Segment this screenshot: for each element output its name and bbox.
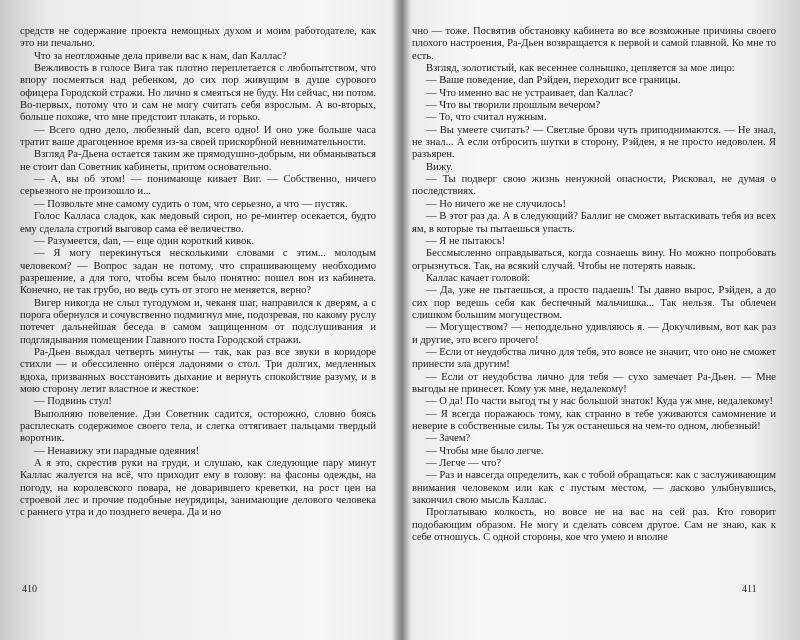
paragraph: Выполняю повеление. Дэн Советник садится, осторожно, словно боясь расплескать содержимое своего тела, и слегка оттягивает пальцами твердый воротник.: [20, 408, 376, 445]
paragraph: — Ненавижу эти парадные одеяния!: [34, 445, 199, 457]
paragraph: Что за неотложные дела привели вас к нам, dan Каллас?: [34, 50, 287, 62]
paragraph: — То, что считал нужным.: [426, 112, 547, 124]
paragraph: — О да! По части выгод ты у нас большой знаток! Куда уж мне, недалекому!: [426, 396, 773, 408]
paragraph: Голос Калласа сладок, как медовый сироп, но ре-минтер осекается, будто ему сделала строгий выговор сама её величество.: [20, 211, 376, 235]
paragraph: — Но ничего же не случилось!: [426, 198, 566, 210]
book-gutter: [391, 0, 409, 640]
paragraph: Взгляд Ра-Дьена остается таким же прямодушно-добрым, ни обманываться не стоит dan Советник кабинеты, притом основательно.: [20, 149, 376, 173]
paragraph: Вигер никогда не слыл тугодумом и, чеканя шаг, направился к дверям, а с порога обернулся и сочувственно подмигнул мне, подозревая, по какому руслу потечет дальнейшая беседа в самом защищенном от подслушивания и подглядывания помещении Главного поста Городской стражи.: [20, 297, 376, 346]
paragraph: — Да, уже не пытаешься, а просто падаешь! Ты давно вырос, Рэйден, а до сих пор ведешь себя как беспечный мальчишка... Так нельзя. Ты облечен слишком большим могуществом.: [412, 285, 776, 321]
paragraph: — Ваше поведение, dan Рэйден, переходит все границы.: [426, 75, 681, 87]
paragraph: — Если от неудобства лично для тебя — сухо замечает Ра-Дьен. — Мне выгоды не принесет. Кому уж мне, недалекому!: [412, 371, 776, 395]
paragraph: — Если от неудобства лично для тебя, это вовсе не значит, что оно не сможет принести зла другим!: [412, 346, 776, 371]
paragraph: — Ты подверг свою жизнь ненужной опасности, Рисковал, не думая о последствиях.: [412, 174, 776, 198]
paragraph: — Зачем?: [426, 433, 471, 445]
paragraph: — Вы умеете считать? — Светлые брови чуть приподнимаются. — Не знал, не знал... А если отбросить шутки в сторону, Рэйден, я не просто недоволен. Я разъярен.: [412, 124, 776, 161]
paragraph: чно — тоже. Посвятив обстановку кабинета во все возможные причины своего плохого настроения, Ра-Дьен возвращается к первой и самой главной. Ко мне то есть.: [412, 26, 776, 62]
paragraph: Вежливость в голосе Вига так плотно переплетается с любопытством, что впору посмеяться над ребенком, до сих пор живущим в душе сурового офицера Городской стражи. Но лично я смеяться не буду. Ни сейчас, ни потом. Во-первых, потому что и сам не могу считать себя взрослым. А во-вторых, больше похоже, что мне предстоит плакать, и горько.: [20, 63, 376, 124]
paragraph: — Позвольте мне самому судить о том, что серьезно, а что — пустяк.: [34, 198, 348, 210]
paragraph: Бессмысленно оправдываться, когда сознаешь вину. Но можно попробовать огрызнуться. Так, на всякий случай. Чтобы не потерять навык.: [412, 248, 776, 272]
paragraph: Ра-Дьен выждал четверть минуты — так, как раз все звуки в коридоре стихли — и обессиленно опёрся ладонями о стол. Три долгих, медленных вдоха, призванных восстановить дыхание и вернуть спокойствие разуму, и в мою сторону летит властное и жесткое:: [20, 346, 376, 395]
paragraph: Взгляд, золотистый, как весеннее солнышко, цепляется за мое лицо:: [426, 63, 735, 75]
left-page: [20, 26, 376, 606]
paragraph: — Чтобы мне было легче.: [426, 445, 544, 457]
paragraph: — Могуществом? — неподдельно удивляюсь я. — Докучливым, вот как раз и другие, это всего прочего!: [412, 322, 776, 346]
paragraph: — Разумеется, dan, — еще один короткий кивок.: [34, 235, 255, 247]
paragraph: средств не содержание проекта немощных духом и моим работодателе, как это ни печально.: [20, 26, 376, 50]
paragraph: — Я не пытаюсь!: [426, 235, 506, 247]
right-page-number: 411: [742, 584, 757, 595]
paragraph: Проглатываю колкость, но вовсе не на вас на сей раз. Кто говорит подобающим образом. Не могу и сделать совсем другое. Сам не знаю, как к себе отношусь. С одной стороны, кое что умею и вполне: [412, 507, 776, 544]
paragraph: — Я могу перекинуться несколькими словами с этим... молодым человеком? — Вопрос задан не потому, что спрашивающему необходимо разрешение, а для того, чтобы всем было понятно: пошел вон из кабинета. Конечно, не так грубо, но ведь суть от этого не меняется, верно?: [20, 248, 376, 297]
paragraph: Каллас качает головой:: [426, 272, 531, 284]
paragraph: — Что вы творили прошлым вечером?: [426, 100, 601, 112]
paragraph: — Легче — что?: [426, 458, 502, 470]
paragraph: — Всего одно дело, любезный dan, всего одно! И оно уже больше часа тратит ваше драгоценное время из-за своей прискорбной невнимательности.: [20, 124, 376, 149]
paragraph: А я это, скрестив руки на груди, и слушаю, как следующие пару минут Каллас жалуется на всё, что приходит ему в голову: на фасоны одежды, на погоду, на королевского повара, не доварившего креветки, на рост цен на строевой лес и прочие подобные неурядицы, занимающие делового человека с раннего утра и до позднего вечера. Да и но: [20, 458, 376, 519]
paragraph: — А, вы об этом! — понимающе кивает Виг. — Собственно, ничего серьезного не произошло и...: [20, 174, 376, 198]
paragraph: — Раз и навсегда определить, как с тобой обращаться: как с заслуживающим внимания человеком или как с пустым местом, — ласково улыбнувшись, закончил свою мысль Каллас.: [412, 470, 776, 507]
paragraph: — Подвинь стул!: [34, 396, 112, 408]
paragraph: Вижу.: [426, 161, 453, 173]
paragraph: — Я всегда поражаюсь тому, как странно в тебе уживаются самомнение и неверие в собственные силы. Ты уж останешься на чем-то одном, любезный!: [412, 408, 776, 432]
left-page-number: 410: [22, 584, 37, 595]
right-page: [412, 26, 776, 606]
paragraph: — Что именно вас не устраивает, dan Каллас?: [426, 87, 634, 99]
paragraph: — В этот раз да. А в следующий? Баллиг не сможет вытаскивать тебя из всех ям, в которые ты пытаешься упасть.: [412, 211, 776, 235]
